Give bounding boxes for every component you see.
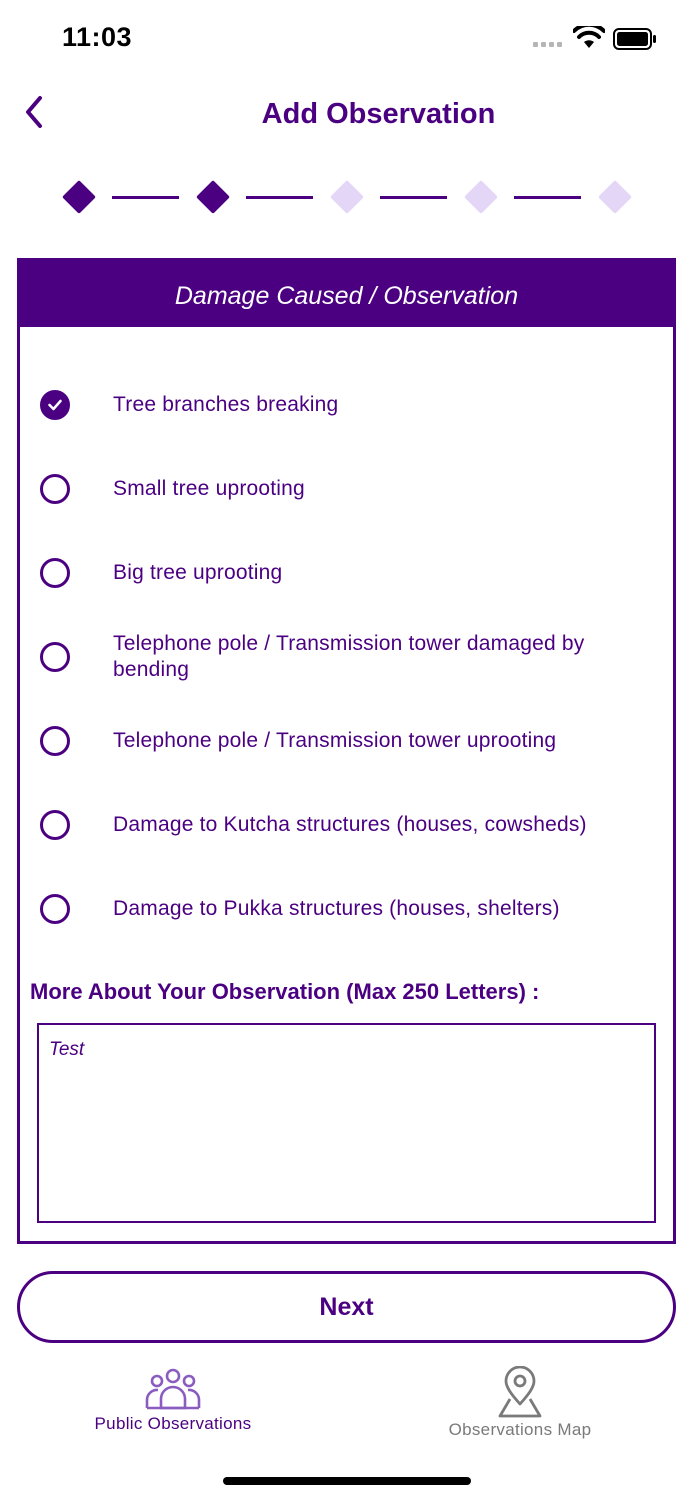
map-pin-icon xyxy=(495,1366,545,1418)
step-connector xyxy=(112,196,179,199)
people-group-icon xyxy=(144,1366,202,1412)
option-label: Small tree uprooting xyxy=(113,477,305,500)
radio-unchecked-icon[interactable] xyxy=(40,810,70,840)
option-label: Damage to Pukka structures (houses, shelters) xyxy=(113,897,560,920)
bottom-tab-bar xyxy=(0,1360,693,1460)
progress-stepper xyxy=(0,180,693,220)
step-1-indicator xyxy=(62,180,96,214)
page-title: Add Observation xyxy=(261,98,496,130)
option-pole-uprooting[interactable] xyxy=(20,701,673,785)
step-connector xyxy=(514,196,581,199)
radio-unchecked-icon[interactable] xyxy=(40,558,70,588)
checkmark-icon xyxy=(48,399,62,411)
next-button[interactable]: Next xyxy=(17,1271,676,1343)
tab-public-observations[interactable] xyxy=(53,1360,293,1450)
option-big-tree-uprooting[interactable] xyxy=(20,533,673,617)
radio-unchecked-icon[interactable] xyxy=(40,474,70,504)
option-small-tree-uprooting[interactable] xyxy=(20,449,673,533)
battery-icon xyxy=(613,28,657,50)
damage-options-list xyxy=(20,365,673,953)
radio-unchecked-icon[interactable] xyxy=(40,894,70,924)
radio-checked-icon[interactable] xyxy=(40,390,70,420)
option-kutcha-structures[interactable] xyxy=(20,785,673,869)
card-header-title: Damage Caused / Observation xyxy=(20,261,673,327)
damage-observation-card xyxy=(17,258,676,1244)
option-label: Damage to Kutcha structures (houses, cowsheds) xyxy=(113,813,587,836)
tab-observations-map[interactable] xyxy=(400,1360,640,1450)
radio-unchecked-icon[interactable] xyxy=(40,726,70,756)
status-time: 11:03 xyxy=(62,22,133,52)
step-2-indicator xyxy=(196,180,230,214)
step-3-indicator xyxy=(330,180,364,214)
option-pole-damaged-by-bending[interactable] xyxy=(20,617,673,701)
step-4-indicator xyxy=(464,180,498,214)
tab-label: Public Observations xyxy=(94,1414,252,1433)
step-5-indicator xyxy=(598,180,632,214)
step-connector xyxy=(246,196,313,199)
observation-textarea[interactable]: Test xyxy=(37,1023,656,1223)
cellular-signal-icon xyxy=(533,42,565,48)
radio-unchecked-icon[interactable] xyxy=(40,642,70,672)
status-bar xyxy=(0,0,693,80)
more-about-label: More About Your Observation (Max 250 Letters) : xyxy=(30,979,540,1004)
option-label: Telephone pole / Transmission tower uprooting xyxy=(113,729,557,752)
wifi-icon xyxy=(573,26,605,50)
step-connector xyxy=(380,196,447,199)
option-label: Tree branches breaking xyxy=(113,393,339,416)
option-tree-branches-breaking[interactable] xyxy=(20,365,673,449)
option-pukka-structures[interactable] xyxy=(20,869,673,953)
tab-label: Observations Map xyxy=(448,1420,592,1439)
option-label: Big tree uprooting xyxy=(113,561,283,584)
home-indicator xyxy=(223,1477,471,1485)
option-label: Telephone pole / Transmission tower damaged by bending xyxy=(113,632,585,681)
